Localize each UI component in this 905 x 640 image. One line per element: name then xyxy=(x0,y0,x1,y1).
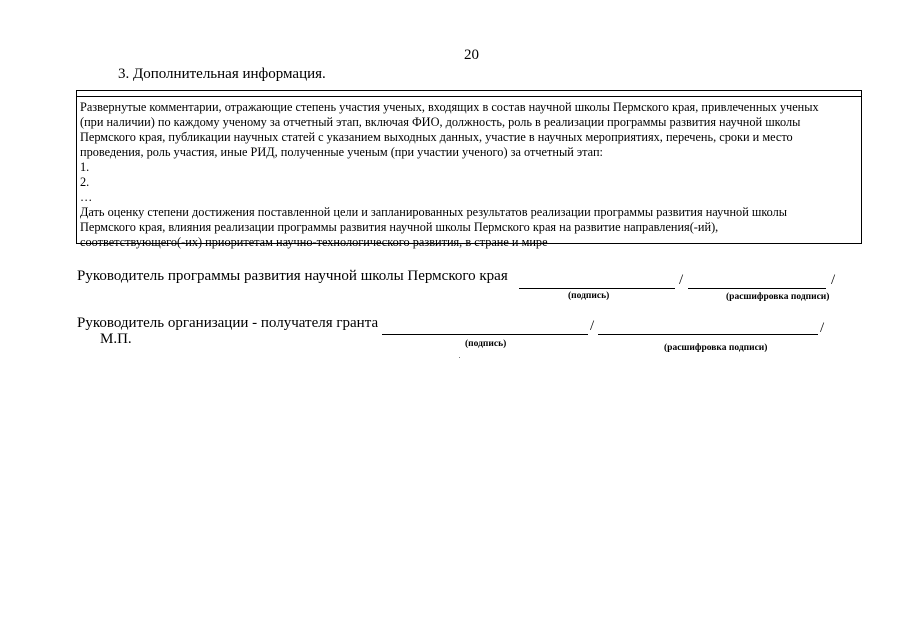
page-number: 20 xyxy=(464,47,479,63)
additional-info-text xyxy=(80,100,860,250)
list-item-1: 1. xyxy=(80,160,90,174)
separator-slash: / xyxy=(679,272,684,288)
separator-slash: / xyxy=(820,320,825,336)
box-line: Пермского края, публикации научных статей с указанием выходных данных, участие в научных мероприятиях, перечень, сроки и место xyxy=(80,130,793,144)
box-line: Пермского края, влияния реализации программы развития научной школы Пермского края на развитие направления(-ий), xyxy=(80,220,719,234)
box-line: соответствующего(-их) приоритетам научно-технологического развития, в стране и мире xyxy=(80,235,548,249)
organization-head-label: Руководитель организации - получателя гранта xyxy=(77,315,379,331)
separator-slash: / xyxy=(590,318,595,334)
signature-caption: (подпись) xyxy=(465,339,507,349)
decoding-caption: (расшифровка подписи) xyxy=(726,292,830,302)
separator-slash: / xyxy=(831,272,836,288)
program-head-decoding-line[interactable] xyxy=(688,288,826,289)
organization-head-decoding-line[interactable] xyxy=(598,334,818,335)
box-line: Развернутые комментарии, отражающие степень участия ученых, входящих в состав научной школы Пермского края, привлеченных ученых xyxy=(80,100,819,114)
signature-caption: (подпись) xyxy=(568,291,610,301)
box-line: (при наличии) по каждому ученому за отчетный этап, включая ФИО, должность, роль в реализации программы развития научной школы xyxy=(80,115,801,129)
scan-speck xyxy=(459,357,460,358)
organization-head-signature-line[interactable] xyxy=(382,334,588,335)
box-inner-rule xyxy=(77,96,861,97)
section-title: 3. Дополнительная информация. xyxy=(118,66,326,82)
program-head-label: Руководитель программы развития научной школы Пермского края xyxy=(77,268,508,284)
stamp-place-label: М.П. xyxy=(100,331,132,347)
list-ellipsis: … xyxy=(80,190,93,204)
additional-info-box xyxy=(76,90,862,249)
program-head-signature-line[interactable] xyxy=(519,288,675,289)
decoding-caption: (расшифровка подписи) xyxy=(664,343,768,353)
box-line: Дать оценку степени достижения поставленной цели и запланированных результатов реализации программы развития научной школы xyxy=(80,205,788,219)
list-item-2: 2. xyxy=(80,175,90,189)
box-line: проведения, роль участия, иные РИД, полученные ученым (при участии ученого) за отчетный этап: xyxy=(80,145,603,159)
